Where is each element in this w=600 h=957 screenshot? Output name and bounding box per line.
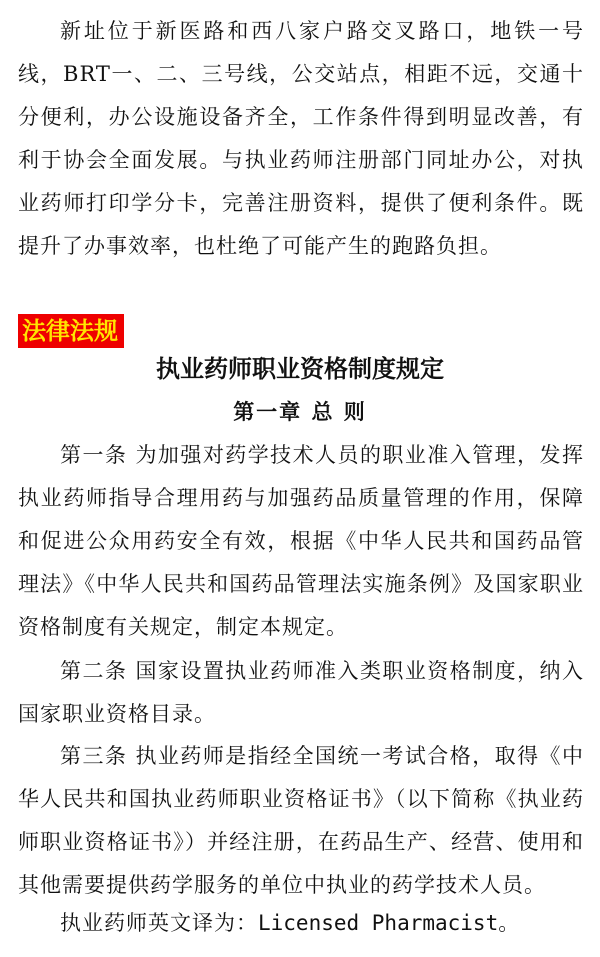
article-3: 第三条 执业药师是指经全国统一考试合格，取得《中华人民共和国执业药师职业资格证书》（以下简称《执业药师职业资格证书》）并经注册，在药品生产、经营、使用和其他需要提供药学服务的单位中执业的药学技术人员。 bbox=[18, 744, 584, 897]
intro-paragraph: 新址位于新医路和西八家户路交叉路口，地铁一号线，BRT一、二、三号线，公交站点，相距不远，交通十分便利，办公设施设备齐全，工作条件得到明显改善，有利于协会全面发展。与执业药师注册部门同址办公，对执业药师打印学分卡，完善注册资料，提供了便利条件。既提升了办事效率，也杜绝了可能产生的跑路负担。 bbox=[18, 19, 584, 258]
english-name-line bbox=[18, 902, 584, 945]
chapter-heading: 第一章 总 则 bbox=[233, 400, 367, 424]
english-name-value: Licensed Pharmacist。 bbox=[258, 911, 520, 935]
section-tag-laws: 法律法规 bbox=[18, 314, 124, 348]
article-1: 第一条 为加强对药学技术人员的职业准入管理，发挥执业药师指导合理用药与加强药品质量管理的作用，保障和促进公众用药安全有效，根据《中华人民共和国药品管理法》《中华人民共和国药品管理法实施条例》及国家职业资格制度有关规定，制定本规定。 bbox=[18, 443, 584, 639]
english-name-label: 执业药师英文译为： bbox=[60, 911, 258, 935]
document-title: 执业药师职业资格制度规定 bbox=[156, 355, 444, 383]
article-2: 第二条 国家设置执业药师准入类职业资格制度，纳入国家职业资格目录。 bbox=[18, 659, 584, 726]
